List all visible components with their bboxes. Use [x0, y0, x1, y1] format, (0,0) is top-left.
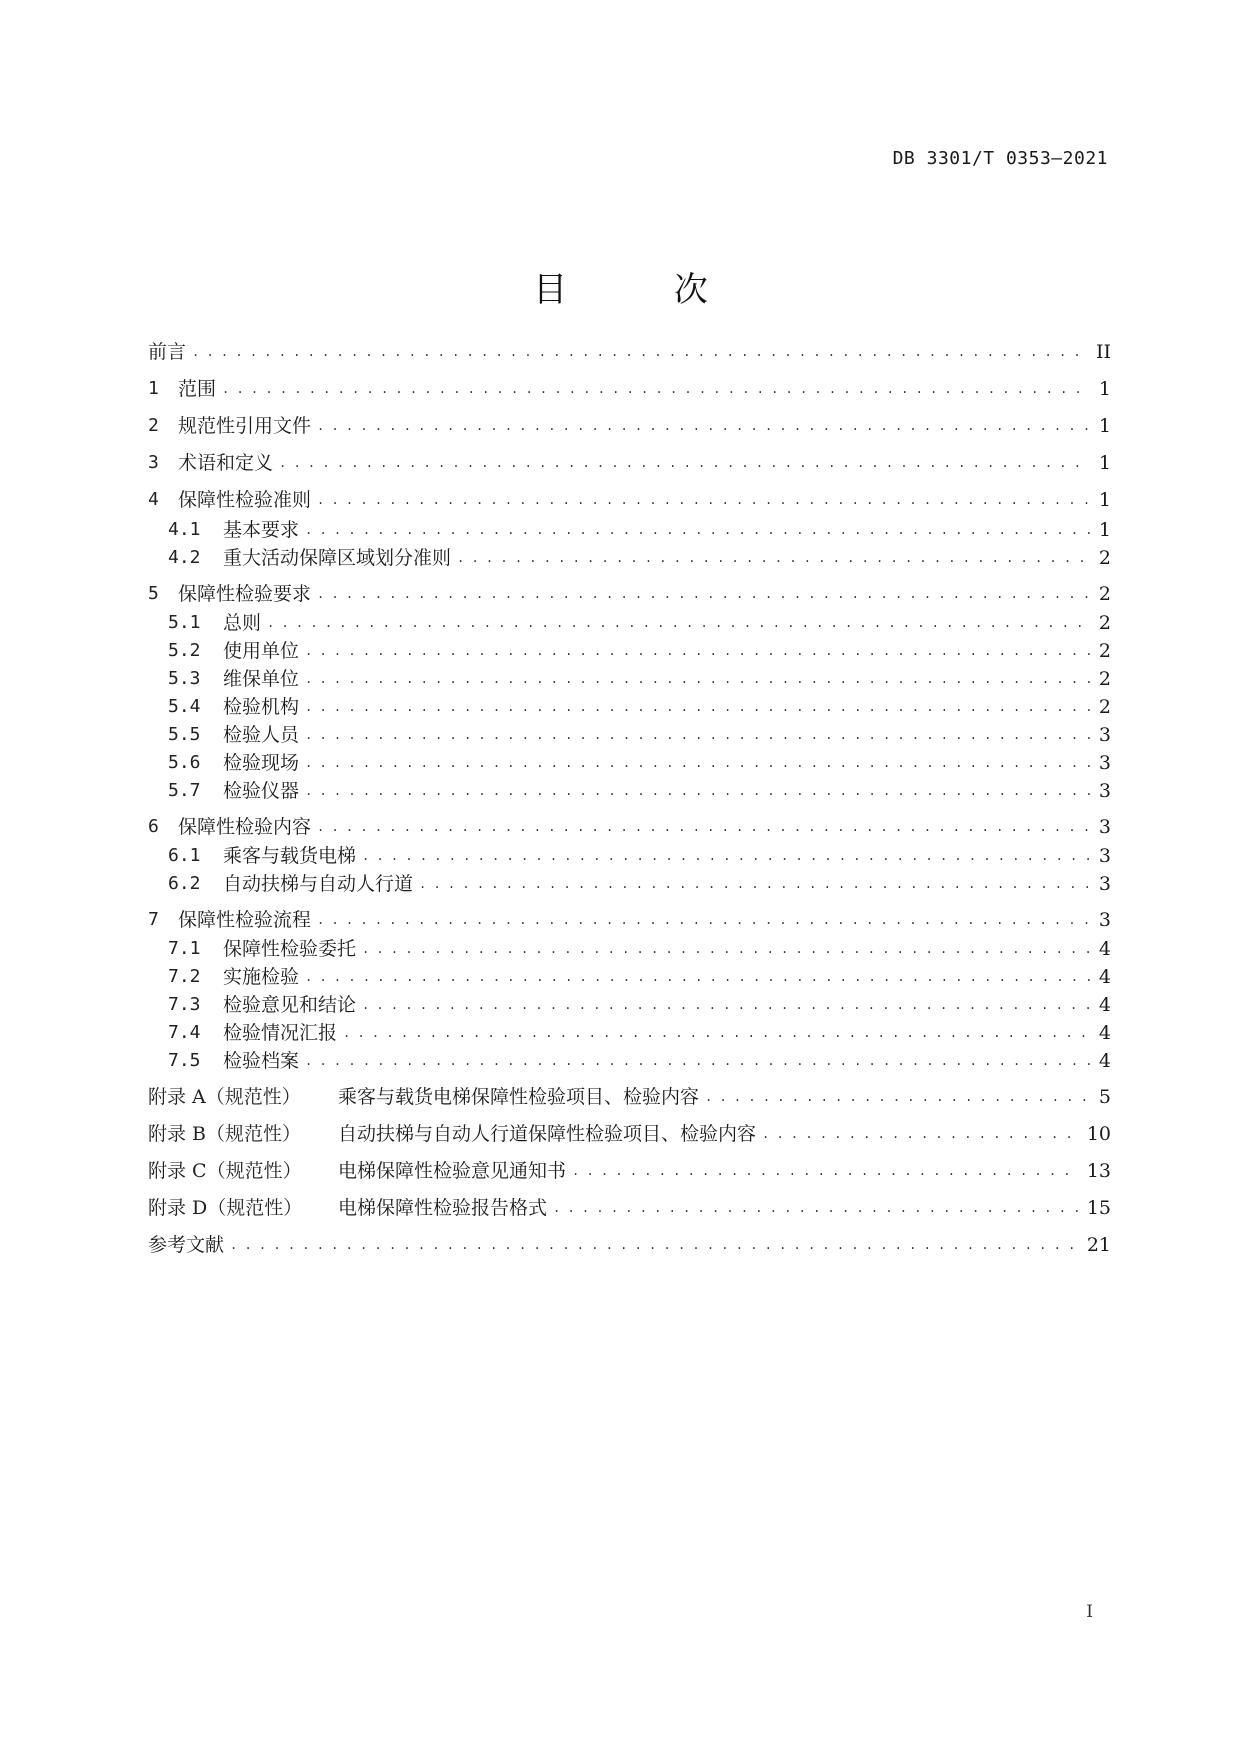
toc-entry-page: 3	[1098, 724, 1111, 746]
toc-dot-leader	[315, 486, 1091, 514]
toc-entry-page: 3	[1098, 780, 1111, 802]
toc-dot-leader	[303, 665, 1091, 693]
toc-entry-label: 使用单位	[223, 640, 300, 662]
toc-entry-number: 5.3	[168, 668, 201, 689]
toc-entry-number: 1	[148, 378, 159, 399]
toc-entry-label: 自动扶梯与自动人行道	[223, 873, 414, 895]
toc-entry-page: 3	[1098, 752, 1111, 774]
toc-entry-4[interactable]	[148, 486, 1111, 514]
toc-entry-label: 保障性检验内容	[178, 816, 312, 838]
toc-entry-number: 5.7	[168, 780, 201, 801]
toc-entry-references[interactable]	[148, 1231, 1111, 1259]
toc-entry-label: 电梯保障性检验报告格式	[338, 1197, 548, 1219]
toc-entry-number: 5.2	[168, 640, 201, 661]
toc-entry-page: 1	[1098, 452, 1111, 474]
toc-entry-number: 5.6	[168, 752, 201, 773]
toc-dot-leader	[190, 338, 1088, 366]
toc-entry-page: 3	[1098, 845, 1111, 867]
toc-entry-5-1[interactable]	[168, 609, 1111, 637]
toc-entry-label: 检验仪器	[223, 780, 300, 802]
toc-dot-leader	[315, 813, 1091, 841]
toc-dot-leader	[303, 777, 1091, 805]
toc-dot-leader	[551, 1194, 1079, 1222]
toc-entry-label: 基本要求	[223, 519, 300, 541]
toc-entry-5-6[interactable]	[168, 749, 1111, 777]
toc-dot-leader	[455, 544, 1091, 572]
toc-entry-page: II	[1095, 341, 1111, 363]
toc-entry-label: 保障性检验准则	[178, 489, 312, 511]
toc-entry-label: 电梯保障性检验意见通知书	[338, 1160, 567, 1182]
toc-entry-page: 5	[1098, 1086, 1111, 1108]
toc-entry-page: 4	[1098, 994, 1111, 1016]
toc-entry-label: 保障性检验委托	[223, 938, 357, 960]
toc-entry-appendix-b[interactable]	[148, 1120, 1111, 1148]
toc-dot-leader	[360, 842, 1091, 870]
toc-dot-leader	[228, 1231, 1079, 1259]
toc-entry-page: 21	[1086, 1234, 1111, 1256]
toc-dot-leader	[360, 935, 1091, 963]
toc-entry-label: 术语和定义	[178, 452, 274, 474]
toc-entry-label: 自动扶梯与自动人行道保障性检验项目、检验内容	[338, 1123, 757, 1145]
toc-entry-label: 检验意见和结论	[223, 994, 357, 1016]
toc-entry-label: 实施检验	[223, 966, 300, 988]
toc-entry-number: 7.4	[168, 1022, 201, 1043]
toc-entry-number: 7.5	[168, 1050, 201, 1071]
toc-dot-leader	[303, 721, 1091, 749]
toc-dot-leader	[341, 1019, 1091, 1047]
toc-entry-number: 7.3	[168, 994, 201, 1015]
toc-entry-number: 附录 A（规范性）	[148, 1086, 301, 1108]
toc-entry-page: 1	[1098, 415, 1111, 437]
toc-entry-4-2[interactable]	[168, 544, 1111, 572]
toc-entry-5-5[interactable]	[168, 721, 1111, 749]
toc-dot-leader	[703, 1083, 1091, 1111]
toc-entry-number: 5.1	[168, 612, 201, 633]
toc-entry-page: 2	[1098, 668, 1111, 690]
toc-entry-number: 附录 C（规范性）	[148, 1160, 302, 1182]
toc-dot-leader	[303, 749, 1091, 777]
toc-entry-page: 3	[1098, 909, 1111, 931]
toc-entry-3[interactable]	[148, 449, 1111, 477]
toc-dot-leader	[220, 375, 1091, 403]
toc-entry-page: 4	[1098, 966, 1111, 988]
toc-entry-number: 7	[148, 909, 159, 930]
toc-entry-page: 1	[1098, 519, 1111, 541]
toc-entry-7-3[interactable]	[168, 991, 1111, 1019]
toc-entry-5-3[interactable]	[168, 665, 1111, 693]
doc-code: DB 3301/T 0353—2021	[892, 148, 1108, 169]
toc-entry-number: 4	[148, 489, 159, 510]
toc-dot-leader	[417, 870, 1091, 898]
toc-entry-number: 5	[148, 583, 159, 604]
toc-entry-6-2[interactable]	[168, 870, 1111, 898]
toc-entry-label: 检验人员	[223, 724, 300, 746]
toc-entry-6-1[interactable]	[168, 842, 1111, 870]
toc-entry-label: 乘客与载货电梯保障性检验项目、检验内容	[338, 1086, 700, 1108]
toc-entry-page: 1	[1098, 489, 1111, 511]
toc-dot-leader	[265, 609, 1091, 637]
toc-entry-preface[interactable]	[148, 338, 1111, 366]
toc-entry-appendix-c[interactable]	[148, 1157, 1111, 1185]
toc-dot-leader	[570, 1157, 1079, 1185]
toc-entry-number: 4.2	[168, 547, 201, 568]
toc-entry-page: 2	[1098, 640, 1111, 662]
toc-entry-page: 2	[1098, 547, 1111, 569]
toc-entry-page: 13	[1086, 1160, 1111, 1182]
toc-entry-5[interactable]	[148, 580, 1111, 608]
toc-entry-page: 4	[1098, 1022, 1111, 1044]
toc-entry-page: 10	[1086, 1123, 1111, 1145]
toc-entry-appendix-d[interactable]	[148, 1194, 1111, 1222]
toc-entry-page: 15	[1086, 1197, 1111, 1219]
toc-entry-page: 3	[1098, 816, 1111, 838]
toc-dot-leader	[277, 449, 1091, 477]
toc-entry-7-4[interactable]	[168, 1019, 1111, 1047]
toc-entry-page: 2	[1098, 696, 1111, 718]
toc-entry-2[interactable]	[148, 412, 1111, 440]
toc-entry-label: 检验现场	[223, 752, 300, 774]
toc-entry-label: 检验情况汇报	[223, 1022, 338, 1044]
toc-entry-page: 3	[1098, 873, 1111, 895]
toc-entry-label: 保障性检验流程	[178, 909, 312, 931]
toc-entry-label: 检验档案	[223, 1050, 300, 1072]
toc-entry-label: 前言	[148, 341, 187, 363]
toc-entry-number: 3	[148, 452, 159, 473]
toc-entry-page: 4	[1098, 938, 1111, 960]
toc-entry-7-2[interactable]	[168, 963, 1111, 991]
toc-dot-leader	[315, 906, 1091, 934]
toc-dot-leader	[315, 412, 1091, 440]
toc-entry-number: 7.1	[168, 938, 201, 959]
toc-entry-number: 5.4	[168, 696, 201, 717]
toc-entry-label: 检验机构	[223, 696, 300, 718]
toc-entry-label: 总则	[223, 612, 262, 634]
toc-entry-6[interactable]	[148, 813, 1111, 841]
toc-entry-number: 6	[148, 816, 159, 837]
toc-entry-7[interactable]	[148, 906, 1111, 934]
toc-entry-page: 2	[1098, 583, 1111, 605]
toc-entry-page: 1	[1098, 378, 1111, 400]
toc-entry-7-5[interactable]	[168, 1047, 1111, 1075]
toc-entry-label: 规范性引用文件	[178, 415, 312, 437]
toc-entry-page: 4	[1098, 1050, 1111, 1072]
toc-entry-number: 4.1	[168, 519, 201, 540]
toc-dot-leader	[303, 637, 1091, 665]
toc-entry-label: 维保单位	[223, 668, 300, 690]
toc-dot-leader	[315, 580, 1091, 608]
toc-dot-leader	[303, 963, 1091, 991]
page-number: I	[1086, 1602, 1093, 1622]
toc-entry-label: 范围	[178, 378, 217, 400]
toc-entry-label: 保障性检验要求	[178, 583, 312, 605]
toc-entry-number: 6.1	[168, 845, 201, 866]
toc-dot-leader	[303, 693, 1091, 721]
toc-entry-5-4[interactable]	[168, 693, 1111, 721]
toc-dot-leader	[360, 991, 1091, 1019]
toc-entry-label: 重大活动保障区域划分准则	[223, 547, 452, 569]
toc-entry-7-1[interactable]	[168, 935, 1111, 963]
toc-entry-4-1[interactable]	[168, 516, 1111, 544]
toc-entry-number: 附录 B（规范性）	[148, 1123, 302, 1145]
toc-entry-1[interactable]	[148, 375, 1111, 403]
toc-dot-leader	[303, 1047, 1091, 1075]
toc-dot-leader	[760, 1120, 1079, 1148]
toc-entry-number: 2	[148, 415, 159, 436]
toc-entry-5-7[interactable]	[168, 777, 1111, 805]
toc-dot-leader	[303, 516, 1091, 544]
page-title: 目 次	[533, 270, 756, 310]
toc-entry-number: 6.2	[168, 873, 201, 894]
toc-entry-number: 附录 D（规范性）	[148, 1197, 303, 1219]
toc-entry-5-2[interactable]	[168, 637, 1111, 665]
toc-entry-number: 5.5	[168, 724, 201, 745]
toc-entry-label: 参考文献	[148, 1234, 225, 1256]
toc-entry-label: 乘客与载货电梯	[223, 845, 357, 867]
toc-entry-appendix-a[interactable]	[148, 1083, 1111, 1111]
toc-entry-number: 7.2	[168, 966, 201, 987]
toc-entry-page: 2	[1098, 612, 1111, 634]
